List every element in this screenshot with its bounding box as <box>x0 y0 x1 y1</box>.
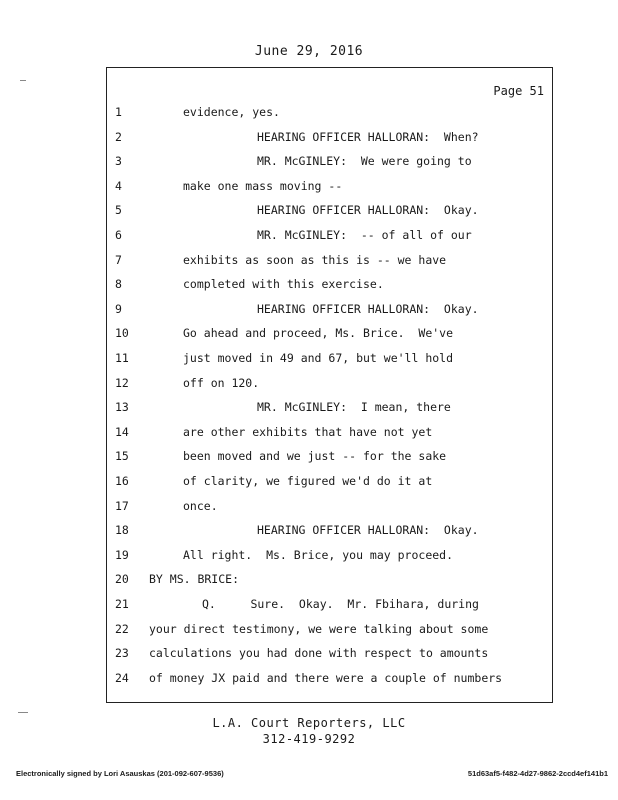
transcript-page-box <box>106 67 553 703</box>
line-number: 16 <box>115 474 129 488</box>
transcript-line <box>107 646 552 670</box>
line-text: are other exhibits that have not yet <box>183 424 433 439</box>
line-number: 6 <box>115 228 122 242</box>
line-number: 4 <box>115 178 122 193</box>
line-number: 18 <box>115 523 129 538</box>
line-text: completed with this exercise. <box>183 277 384 292</box>
transcript-line <box>107 302 552 326</box>
line-number: 5 <box>115 203 122 218</box>
line-text: HEARING OFFICER HALLORAN: Okay. <box>257 523 479 538</box>
line-text: All right. Ms. Brice, you may proceed. <box>183 547 454 562</box>
line-text: HEARING OFFICER HALLORAN: Okay. <box>257 301 479 316</box>
transcript-line <box>107 449 552 473</box>
page-header-date: June 29, 2016 <box>254 44 364 59</box>
line-number: 13 <box>115 400 129 415</box>
line-number: 11 <box>115 351 129 365</box>
transcript-line <box>107 523 552 547</box>
line-text: MR. McGINLEY: We were going to <box>257 154 472 169</box>
transcript-line <box>107 572 552 596</box>
line-text: off on 120. <box>183 375 260 390</box>
line-text: BY MS. BRICE: <box>149 572 240 587</box>
line-number: 1 <box>115 105 122 119</box>
line-text: once. <box>183 498 218 513</box>
line-text: Go ahead and proceed, Ms. Brice. We've <box>183 326 454 341</box>
transcript-line <box>107 425 552 449</box>
line-number: 12 <box>115 375 129 390</box>
transcript-line <box>107 154 552 178</box>
line-number: 19 <box>115 547 129 562</box>
line-number: 15 <box>115 449 129 464</box>
electronic-signature-note: Electronically signed by Lori Asauskas (201-092-607-9536) <box>16 769 224 778</box>
line-text: MR. McGINLEY: -- of all of our <box>257 228 472 242</box>
line-number: 23 <box>115 646 129 661</box>
document-id: 51d63af5-f482-4d27-9862-2ccd4ef141b1 <box>467 769 608 778</box>
transcript-line <box>107 548 552 572</box>
line-text: make one mass moving -- <box>183 178 343 193</box>
line-number: 8 <box>115 277 122 292</box>
transcript-line <box>107 253 552 277</box>
line-number: 17 <box>115 498 129 513</box>
line-text: evidence, yes. <box>183 105 280 119</box>
line-number: 7 <box>115 252 122 267</box>
line-text: Q. Sure. Okay. Mr. Fbihara, during <box>202 597 479 611</box>
transcript-line <box>107 351 552 375</box>
line-number: 10 <box>115 326 129 341</box>
line-number: 3 <box>115 154 122 169</box>
transcript-line <box>107 326 552 350</box>
transcript-line <box>107 400 552 424</box>
line-text: MR. McGINLEY: I mean, there <box>257 400 451 415</box>
line-text: just moved in 49 and 67, but we'll hold <box>183 351 454 365</box>
transcript-line <box>107 277 552 301</box>
line-text: HEARING OFFICER HALLORAN: Okay. <box>257 203 479 218</box>
line-text: of clarity, we figured we'd do it at <box>183 474 433 488</box>
transcript-line <box>107 228 552 252</box>
scan-mark <box>20 80 26 81</box>
line-text: exhibits as soon as this is -- we have <box>183 252 447 267</box>
line-text: your direct testimony, we were talking about some <box>149 621 489 636</box>
line-number: 14 <box>115 424 129 439</box>
line-text: been moved and we just -- for the sake <box>183 449 447 464</box>
transcript-line <box>107 105 552 129</box>
line-text: calculations you had done with respect to amounts <box>149 646 489 661</box>
line-text: of money JX paid and there were a couple of numbers <box>149 670 503 685</box>
transcript-line <box>107 179 552 203</box>
line-text: HEARING OFFICER HALLORAN: When? <box>257 129 479 144</box>
transcript-line <box>107 671 552 695</box>
transcript-line <box>107 203 552 227</box>
line-number: 24 <box>115 670 129 685</box>
transcript-line <box>107 622 552 646</box>
line-number: 9 <box>115 301 122 316</box>
transcript-line <box>107 376 552 400</box>
transcript-line <box>107 499 552 523</box>
line-number: 20 <box>115 572 129 587</box>
footer-phone: 312-419-9292 <box>262 732 356 746</box>
page-number: Page 51 <box>493 84 544 98</box>
scan-mark <box>18 712 28 713</box>
transcript-line <box>107 474 552 498</box>
line-number: 21 <box>115 597 129 611</box>
transcript-line <box>107 130 552 154</box>
transcript-line <box>107 597 552 621</box>
footer-company: L.A. Court Reporters, LLC <box>212 716 406 730</box>
line-number: 22 <box>115 621 129 636</box>
line-number: 2 <box>115 129 122 144</box>
